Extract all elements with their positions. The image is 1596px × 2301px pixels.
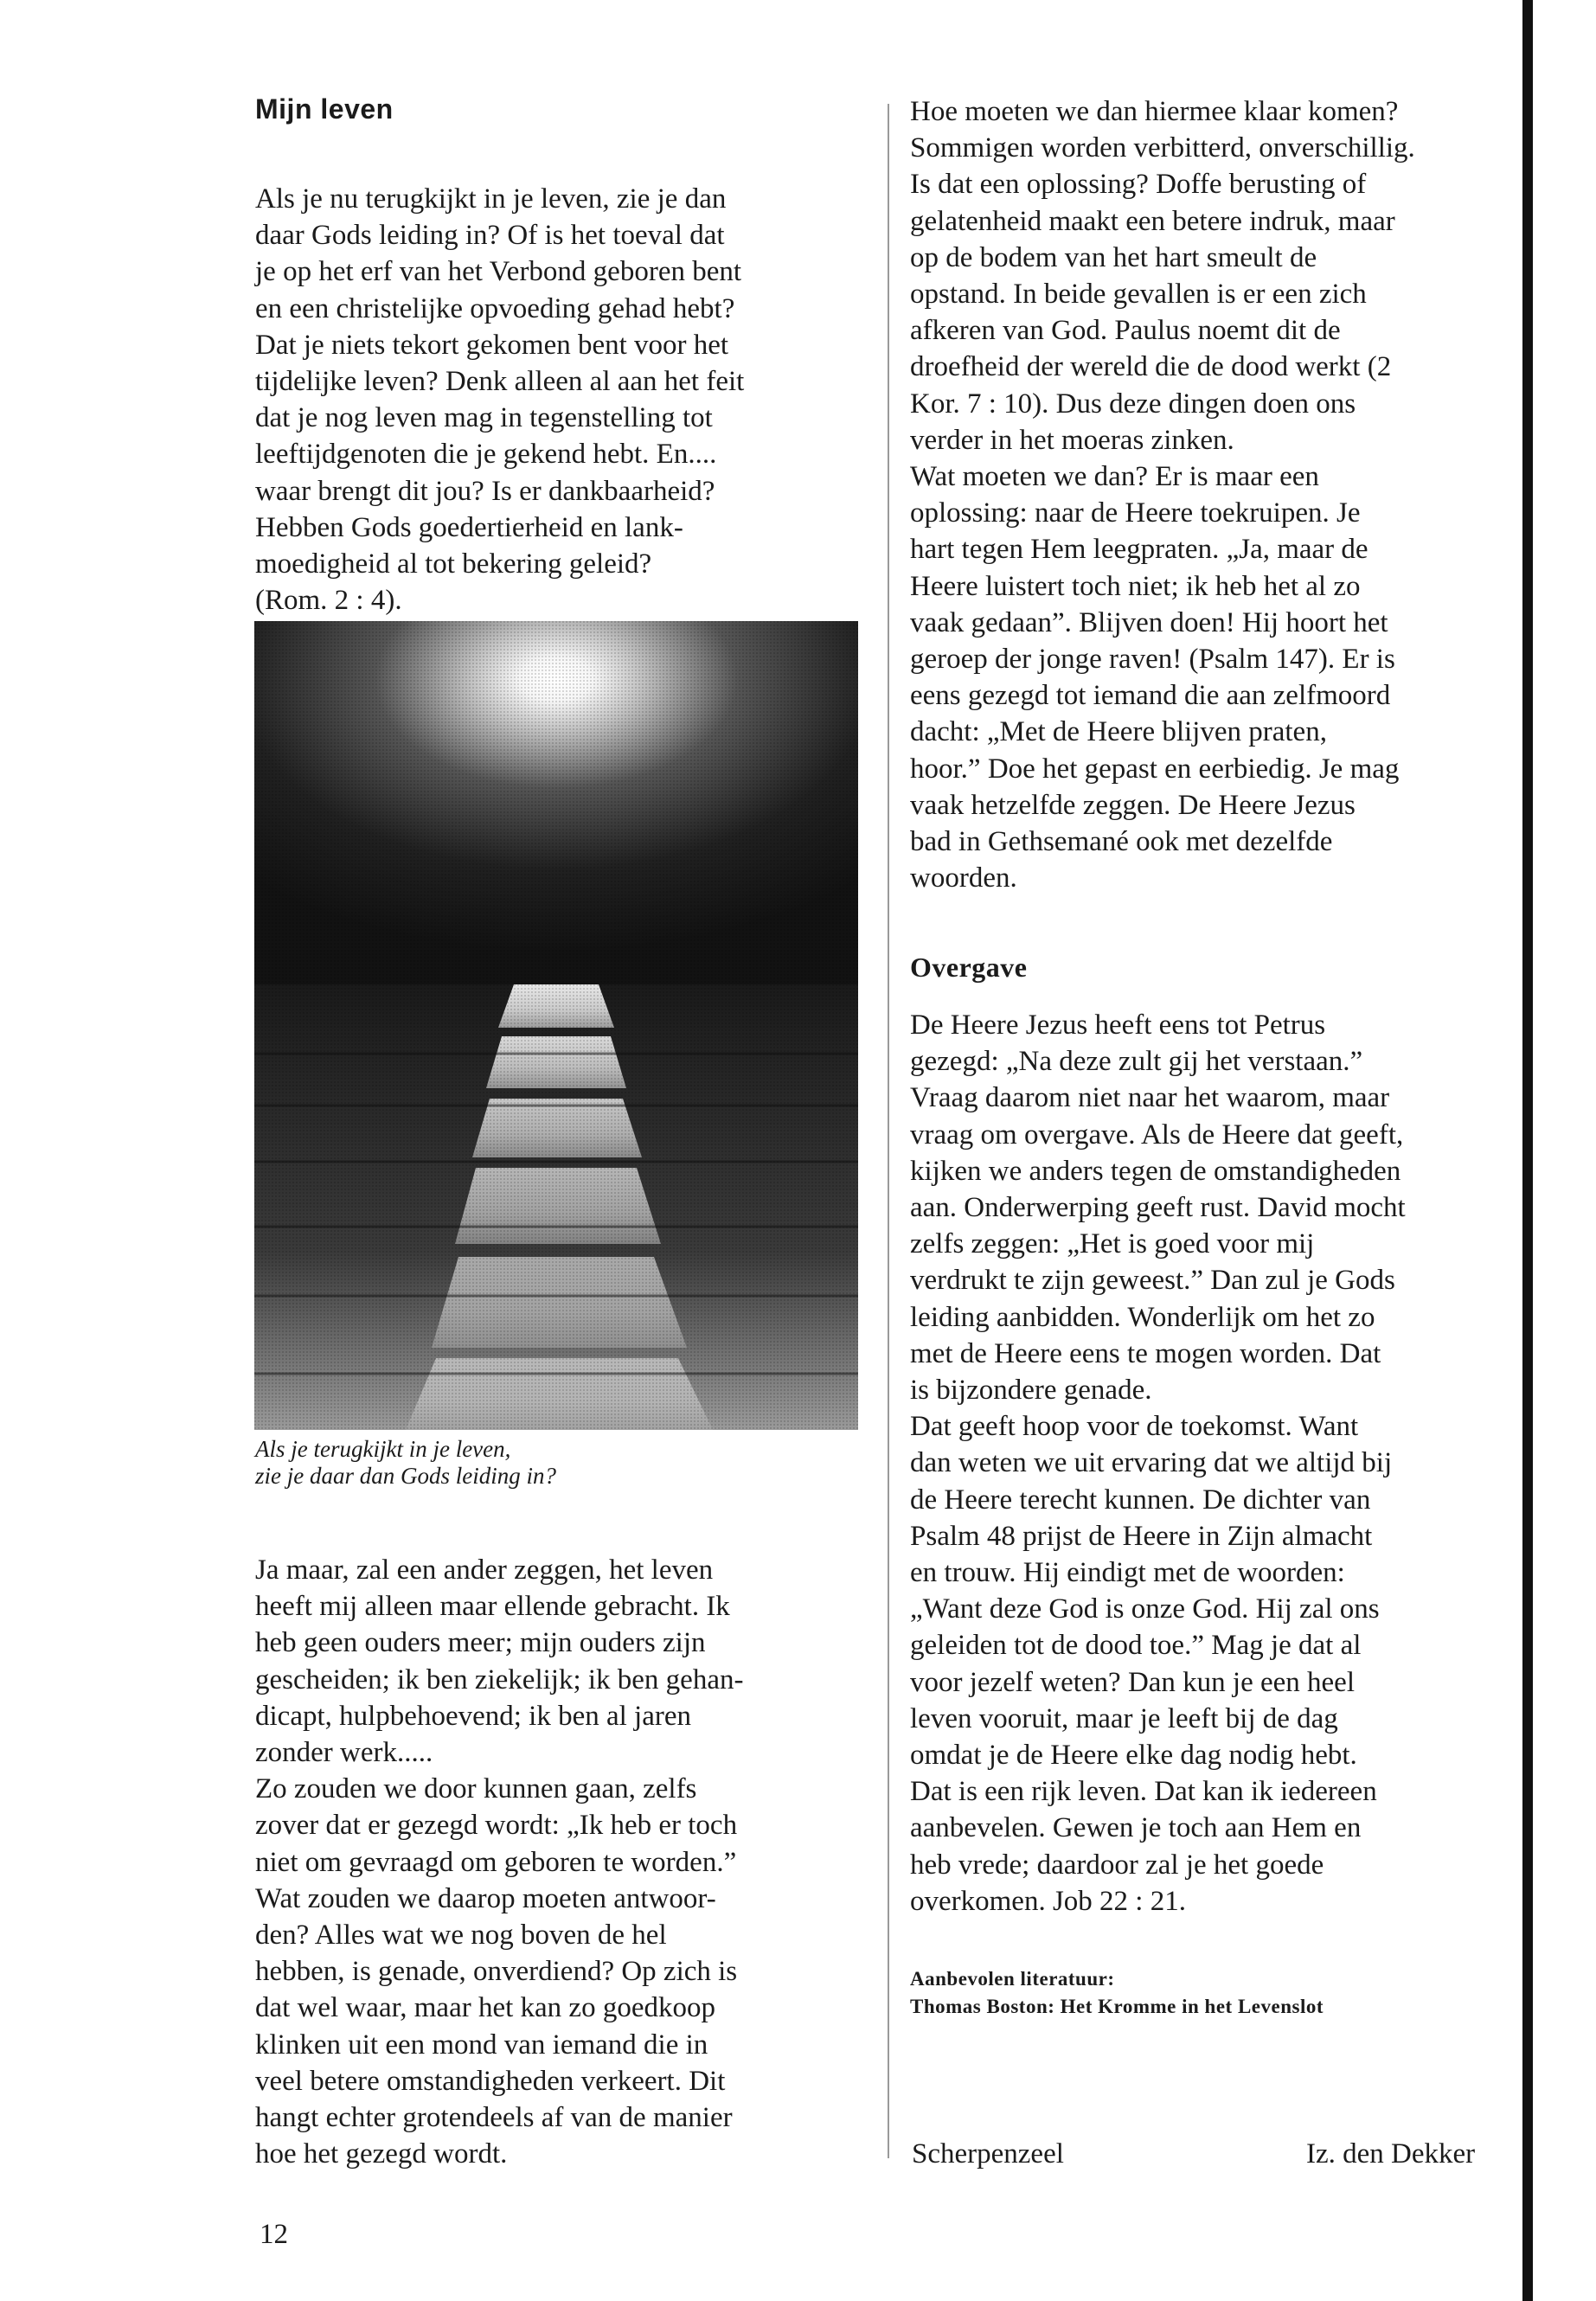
text-line: heb geen ouders meer; mijn ouders zijn [255,1627,706,1659]
text-line: Wat zouden we daarop moeten antwoor- [255,1882,716,1914]
text-line: Hoe moeten we dan hiermee klaar komen? [910,96,1399,127]
text-line: De Heere Jezus heeft eens tot Petrus [910,1009,1326,1041]
text-line: gescheiden; ik ben ziekelijk; ik ben gehan- [255,1663,744,1695]
text-line: Kor. 7 : 10). Dus deze dingen doen ons [910,388,1356,420]
text-line: verder in het moeras zinken. [910,424,1234,456]
text-line: oplossing: naar de Heere toekruipen. Je [910,497,1361,529]
text-line: Is dat een oplossing? Doffe berusting of [910,169,1367,201]
page-number: 12 [260,2219,288,2250]
text-line: Hebben Gods goedertierheid en lank- [255,511,683,543]
sunset-sea-photo [254,621,858,1430]
text-line: afkeren van God. Paulus noemt dit de [910,315,1341,347]
text-line: hart tegen Hem leegpraten. „Ja, maar de [910,534,1368,566]
text-line: veel betere omstandigheden verkeert. Dit [255,2065,726,2097]
text-line: Ja maar, zal een ander zeggen, het leven [255,1554,714,1586]
text-line: vaak hetzelfde zeggen. De Heere Jezus [910,789,1356,821]
text-line: Psalm 48 prijst de Heere in Zijn almacht [910,1520,1373,1552]
text-line: gezegd: „Na deze zult gij het verstaan.” [910,1046,1363,1078]
left-paragraph-1 [255,181,878,619]
text-line: tijdelijke leven? Denk alleen al aan het feit [255,366,745,398]
text-line: droefheid der wereld die de dood werkt (2 [910,351,1392,383]
text-line: (Rom. 2 : 4). [255,585,402,617]
text-line: dan weten we uit ervaring dat we altijd bij [910,1447,1393,1479]
section-heading-overgave: Overgave [910,952,1028,983]
text-line: aanbevelen. Gewen je toch aan Hem en [910,1812,1362,1844]
text-line: leiding aanbidden. Wonderlijk om het zo [910,1301,1375,1333]
text-line: hebben, is genade, onverdiend? Op zich is [255,1956,738,1988]
text-line: klinken uit een mond van iemand die in [255,2029,708,2061]
caption-line: Als je terugkijkt in je leven, [255,1436,511,1462]
text-line: vaak gedaan”. Blijven doen! Hij hoort het [910,606,1388,638]
text-line: is bijzondere genade. [910,1375,1152,1407]
text-line: Dat je niets tekort gekomen bent voor het [255,329,729,361]
text-line: gelatenheid maakt een betere indruk, maar [910,205,1395,237]
text-line: woorden. [910,862,1017,894]
text-line: heeft mij alleen maar ellende gebracht. Ik [255,1591,730,1623]
right-paragraph-2 [910,1007,1526,1920]
text-line: de Heere terecht kunnen. De dichter van [910,1484,1371,1516]
text-line: dacht: „Met de Heere blijven praten, [910,716,1327,748]
text-line: niet om gevraagd om geboren te worden.” [255,1846,737,1878]
text-line: je op het erf van het Verbond geboren bent [255,256,742,288]
text-line: leeftijdgenoten die je gekend hebt. En.... [255,439,717,471]
text-line: zelfs zeggen: „Het is goed voor mij [910,1228,1315,1260]
section-heading-mijn-leven: Mijn leven [255,93,394,125]
text-line: Dat is een rijk leven. Dat kan ik iedereen [910,1776,1377,1808]
text-line: dat wel waar, maar het kan zo goedkoop [255,1992,715,2024]
text-line: dicapt, hulpbehoevend; ik ben al jaren [255,1700,691,1732]
text-line: aan. Onderwerping geeft rust. David mocht [910,1192,1406,1224]
left-column [255,93,878,619]
text-line: dat je nog leven mag in tegenstelling tot [255,402,713,434]
text-line: waar brengt dit jou? Is er dankbaarheid? [255,475,715,507]
text-line: geleiden tot de dood toe.” Mag je dat al [910,1630,1362,1662]
literature-title: Thomas Boston: Het Kromme in het Levenslot [910,1996,1324,2017]
text-line: heb vrede; daardoor zal je het goede [910,1849,1324,1881]
text-line: leven vooruit, maar je leeft bij de dag [910,1702,1338,1734]
text-line: overkomen. Job 22 : 21. [910,1885,1186,1917]
text-line: zonder werk..... [255,1737,433,1769]
text-line: Wat moeten we dan? Er is maar een [910,461,1319,493]
text-line: vraag om overgave. Als de Heere dat geeft, [910,1118,1404,1150]
text-line: Vraag daarom niet naar het waarom, maar [910,1082,1390,1114]
text-line: den? Alles wat we nog boven de hel [255,1920,667,1952]
text-line: omdat je de Heere elke dag nodig hebt. [910,1740,1357,1772]
text-line: bad in Gethsemané ook met dezelfde [910,826,1333,858]
text-line: kijken we anders tegen de omstandigheden [910,1155,1401,1187]
text-line: opstand. In beide gevallen is er een zich [910,279,1367,311]
right-paragraph-1 [910,93,1526,896]
text-line: Als je nu terugkijkt in je leven, zie je dan [255,183,727,215]
text-line: voor jezelf weten? Dan kun je een heel [910,1666,1355,1698]
text-line: op de bodem van het hart smeult de [910,241,1317,273]
literature-label: Aanbevolen literatuur: [910,1968,1115,1990]
text-line: Dat geeft hoop voor de toekomst. Want [910,1411,1359,1443]
text-line: eens gezegd tot iemand die aan zelfmoord [910,680,1391,712]
signature-author: Iz. den Dekker [1306,2138,1476,2170]
text-line: hangt echter grotendeels af van de manier [255,2102,733,2134]
column-divider [888,104,889,2158]
text-line: hoe het gezegd wordt. [255,2138,508,2170]
text-line: Sommigen worden verbitterd, onverschillig. [910,132,1415,164]
text-line: met de Heere eens te mogen worden. Dat [910,1337,1381,1369]
recommended-literature [910,1965,1526,2021]
caption-line: zie je daar dan Gods leiding in? [255,1463,556,1489]
left-paragraph-2 [255,1552,878,2172]
text-line: „Want deze God is onze God. Hij zal ons [910,1593,1380,1625]
text-line: hoor.” Doe het gepast en eerbiedig. Je mag [910,753,1400,785]
text-line: Heere luistert toch niet; ik heb het al zo [910,570,1361,602]
text-line: en een christelijke opvoeding gehad hebt? [255,292,735,324]
text-line: geroep der jonge raven! (Psalm 147). Er is [910,644,1395,676]
text-line: Zo zouden we door kunnen gaan, zelfs [255,1773,697,1805]
photo-caption [255,1436,878,1490]
photo-graphic [254,621,858,1430]
signature-place: Scherpenzeel [912,2138,1064,2170]
text-line: zover dat er gezegd wordt: „Ik heb er toch [255,1810,738,1842]
text-line: moedigheid al tot bekering geleid? [255,548,652,580]
text-line: en trouw. Hij eindigt met de woorden: [910,1557,1345,1589]
text-line: daar Gods leiding in? Of is het toeval dat [255,220,725,252]
overgave-heading-wrap [910,952,1526,984]
text-line: verdrukt te zijn geweest.” Dan zul je Gods [910,1265,1395,1297]
